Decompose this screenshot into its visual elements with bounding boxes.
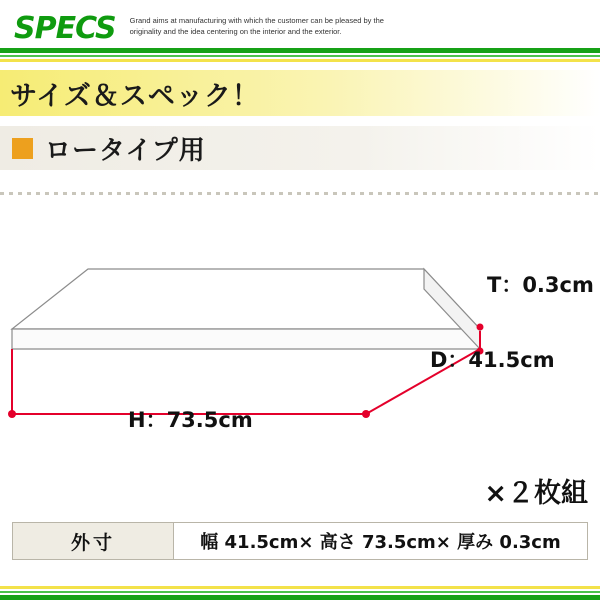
- footer-rule-group: [0, 586, 600, 600]
- header-rule-yellow: [0, 59, 600, 62]
- header-inner: [0, 6, 600, 44]
- header-rule-group: [0, 48, 600, 62]
- board-front-edge: [12, 329, 480, 349]
- shelf-board-diagram: [0, 199, 600, 469]
- width-dimension-dot-left: [8, 410, 16, 418]
- header-tagline-line2: originality and the idea centering on the interior and the exterior.: [129, 26, 342, 36]
- board-top-face: [12, 269, 480, 329]
- dotted-separator: [0, 192, 600, 195]
- header-rule-green-thin: [0, 55, 600, 57]
- subtitle-label: ロータイプ用: [45, 135, 206, 166]
- orange-square-icon: [12, 138, 33, 159]
- spec-table: [12, 522, 588, 560]
- width-label: H：73.5cm: [128, 408, 253, 432]
- page-title: サイズ＆スペック！: [10, 80, 260, 112]
- header-tagline: [130, 10, 384, 38]
- depth-label: D：41.5cm: [430, 348, 555, 372]
- header-tagline-line1: Grand aims at manufacturing with which the customer can be pleased by the: [129, 16, 384, 25]
- page-header: [0, 0, 600, 62]
- title-band: [0, 70, 600, 116]
- spec-table-header-cell: 外寸: [13, 523, 174, 559]
- footer-rule-green-thin: [0, 591, 600, 593]
- diagram-area: [0, 199, 600, 469]
- specs-logo: SPECS: [14, 11, 116, 46]
- footer-rule-yellow: [0, 586, 600, 589]
- spec-table-value-cell: 幅 41.5cm× 高さ 73.5cm× 厚み 0.3cm: [174, 523, 587, 559]
- thickness-label: T：0.3cm: [487, 273, 594, 297]
- header-rule-green-thick: [0, 48, 600, 53]
- footer-rule-green-thick: [0, 595, 600, 600]
- thickness-dimension-dot-top: [477, 324, 484, 331]
- set-count-label: ×２枚組: [484, 478, 588, 509]
- subtitle-band: [0, 126, 600, 170]
